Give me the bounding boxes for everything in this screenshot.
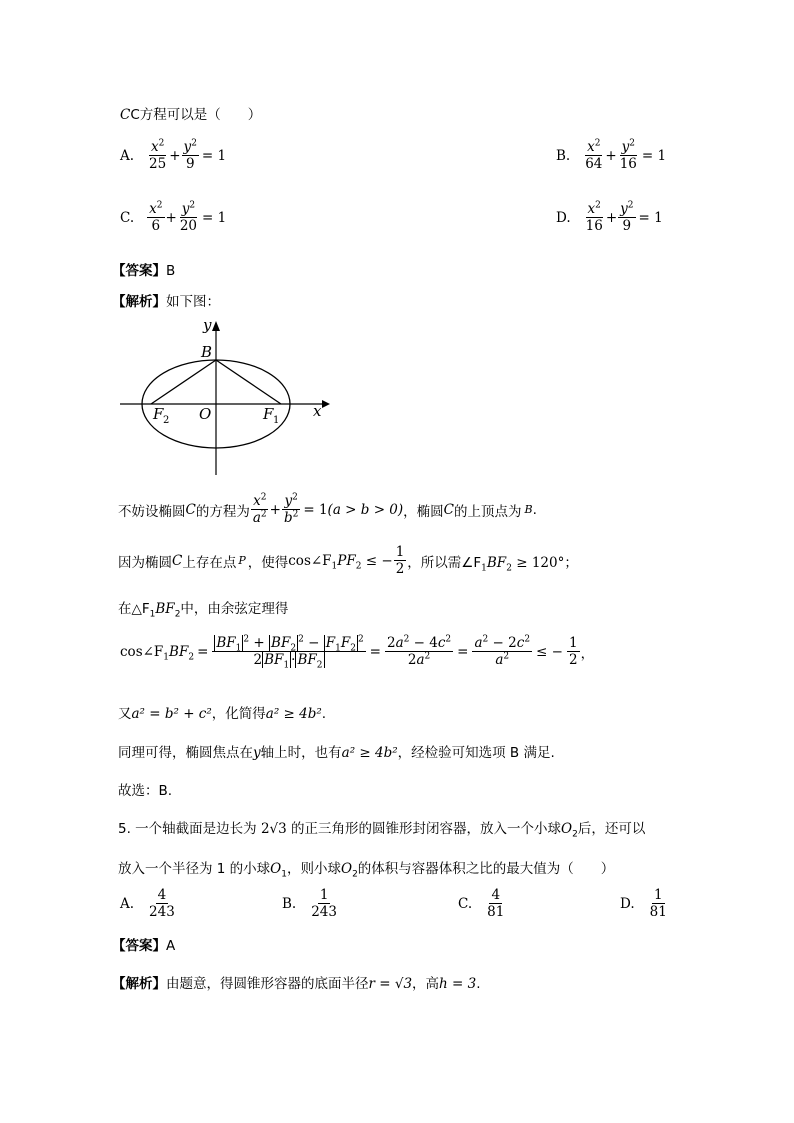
analysis-line-3: 在$\triangle F_1BF_2$中，由余弦定理得: [118, 601, 289, 620]
ellipse-figure: [115, 315, 335, 480]
option-d[interactable]: D. $\frac{x^2}{16}$ + $\frac{y^2}{9}$ = 1: [556, 200, 663, 235]
label-o: O: [199, 405, 212, 423]
stem-tail: CC方程可以是（ ）: [120, 107, 262, 123]
q5-option-b[interactable]: B. $\frac{1}{243}$: [282, 887, 337, 921]
analysis-last-line: 【解析】由题意，得圆锥形容器的底面半径r = √3，高h = 3.: [112, 976, 481, 992]
question-5-line-1: 5. 一个轴截面是边长为 2√3 的正三角形的圆锥形封闭容器，放入一个小球$O_2$后，还可以: [118, 821, 646, 840]
cosine-formula: $\cos\angle F_1BF_2$ = $\frac{BF_1^2 + BF_2^2 - F_1F_2^2}{2 BF_1 \cdot BF_2}$ = $\frac{2a^2 - 4c^2}{2a^2}$ = $\frac{a^2 - 2c^2}{a^2}$ ≤ − $\frac{1}{2}$ ，: [120, 634, 595, 671]
analysis-line-1: 不妨设椭圆 C 的方程为 $\frac{x^2}{a^2}$ + $\frac{y^2}{b^2}$ = 1 (a > b > 0) ，椭圆 C 的上顶点为 B .: [118, 492, 537, 527]
option-a[interactable]: A. $\frac{x^2}{25}$ + $\frac{y^2}{9}$ = 1: [120, 138, 227, 173]
analysis-line-2: 因为椭圆 C 上存在点 P ，使得 $\cos\angle F_1PF_2$ ≤ − $\frac{1}{2}$ ，所以需∠F $_1BF_2 \ge 120^\circ$；: [118, 544, 578, 578]
answer-line-2: 【答案】A: [112, 938, 176, 954]
label-f1: F: [263, 405, 274, 423]
q5-option-a[interactable]: A. $\frac{4}{243}$: [120, 887, 175, 921]
label-b: B: [201, 343, 213, 361]
y-axis-arrow: [212, 321, 220, 331]
segment-bf2: [151, 360, 216, 404]
answer-line: 【答案】B: [112, 263, 176, 279]
q5-option-c[interactable]: C. $\frac{4}{81}$: [458, 887, 505, 921]
question-5-line-2: 放入一个半径为 1 的小球$O_1$，则小球$O_2$的体积与容器体积之比的最大值为（ ）: [118, 861, 615, 880]
option-b[interactable]: B. $\frac{x^2}{64}$ + $\frac{y^2}{16}$ = 1: [556, 138, 667, 173]
analysis-intro: 【解析】如下图：: [112, 294, 220, 310]
conclusion-line: 故选：B.: [118, 783, 173, 799]
analysis-line-5: 又a² = b² + c²，化简得a² ≥ 4b².: [118, 706, 327, 722]
analysis-line-6: 同理可得，椭圆焦点在y轴上时，也有a² ≥ 4b²，经检验可知选项 B 满足.: [118, 745, 555, 761]
x-axis-arrow: [322, 400, 330, 408]
segment-bf1: [216, 360, 281, 404]
label-x: x: [313, 402, 322, 420]
option-c[interactable]: C. $\frac{x^2}{6}$ + $\frac{y^2}{20}$ = 1: [120, 200, 227, 235]
label-f1-sub: 1: [273, 415, 280, 426]
label-f2: F: [153, 405, 164, 423]
q5-option-d[interactable]: D. $\frac{1}{81}$: [620, 887, 667, 921]
label-f2-sub: 2: [163, 415, 170, 426]
label-y: y: [203, 316, 212, 334]
